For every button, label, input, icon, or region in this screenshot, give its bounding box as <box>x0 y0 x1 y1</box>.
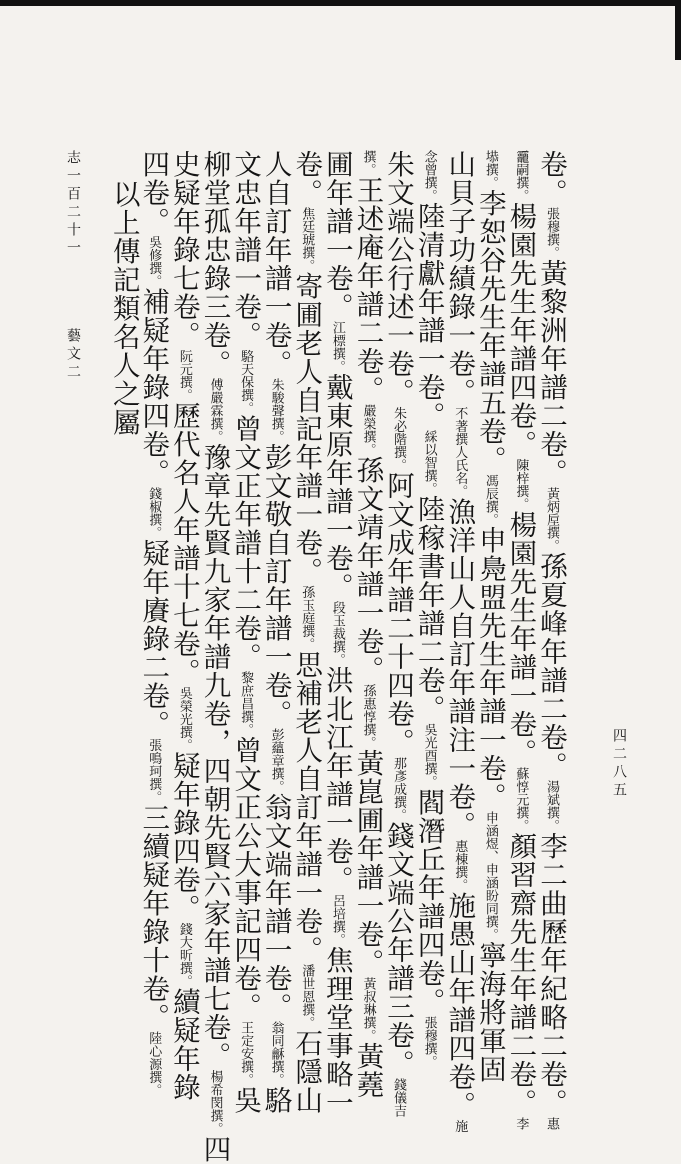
author-note: 阮元撰。 <box>176 349 192 402</box>
author-note: 申涵煜、申涵盼同撰。 <box>482 811 498 941</box>
vertical-text-body <box>96 150 567 1164</box>
entry-text: 李二曲歷年紀略二卷。 <box>535 832 567 1117</box>
entry-text: 四 <box>198 1135 231 1164</box>
author-note: 惠 <box>544 1117 559 1130</box>
entry-text: 陸清獻年譜一卷。 <box>412 202 445 430</box>
author-note: 朱駿聲撰。 <box>268 378 284 443</box>
author-note: 那彥成撰。 <box>391 756 407 822</box>
entry-text: 楊園先生年譜一卷。 <box>504 510 537 767</box>
entry-text: 朱文端公行述一卷。 <box>382 150 415 407</box>
entry-text: 孫夏峰年譜二卷。 <box>535 552 567 780</box>
author-note: 楊希閔撰。 <box>207 1070 223 1135</box>
entry-text: 四卷。 <box>137 150 170 236</box>
entry-text: 楊園先生年譜四卷。 <box>504 202 537 459</box>
author-note: 焦廷琥撰。 <box>299 207 315 272</box>
author-note: 蘇惇元撰。 <box>513 767 529 832</box>
entry-text: 阿文成年譜二十四卷。 <box>382 471 415 757</box>
section-label: 藝文二 <box>65 328 81 383</box>
author-note: 張鳴珂撰。 <box>146 738 162 804</box>
entry-text: 柳堂孤忠錄三卷。 <box>198 150 231 378</box>
author-note: 呂培撰。 <box>329 894 345 946</box>
entry-text: 文忠年譜一卷。 <box>229 150 262 350</box>
entry-text: 卷。 <box>290 150 323 207</box>
entry-text: 以上傳記類名人之屬 <box>107 180 140 437</box>
entry-text: 駱 <box>259 1086 292 1115</box>
text-column <box>167 150 200 1102</box>
author-note: 不著撰人氏名。 <box>452 406 468 498</box>
author-note: 黃叔琳撰。 <box>360 977 376 1042</box>
author-note: 錢大昕撰。 <box>176 922 192 988</box>
text-column <box>137 150 170 1097</box>
entry-text: 寄圃老人自記年譜一卷。 <box>290 272 323 586</box>
author-note: 陳梓撰。 <box>513 458 529 511</box>
entry-text: 石隱山 <box>290 1029 323 1115</box>
author-note: 錢儀吉 <box>391 1078 407 1117</box>
entry-text: 黃崑圃年譜一卷。 <box>351 749 384 977</box>
entry-text: 寧海將軍固 <box>473 941 506 1084</box>
author-note: 綵以智撰。 <box>421 430 437 495</box>
entry-text: 曾文正公大事記四卷。 <box>229 736 262 1021</box>
author-note: 駱天保撰。 <box>238 349 254 415</box>
author-note: 錢椒撰。 <box>146 487 162 539</box>
author-note: 嚴榮撰。 <box>360 404 376 456</box>
author-note: 念曾撰。 <box>421 150 437 202</box>
entry-text: 彭文敬自訂年譜一卷。 <box>259 443 292 728</box>
entry-text: 卷。 <box>535 150 567 207</box>
author-note: 孫惠惇撰。 <box>360 684 376 749</box>
scan-border-right <box>675 0 681 60</box>
text-column <box>504 150 537 1130</box>
entry-text: 王述庵年譜二卷。 <box>351 176 384 404</box>
author-note: 朱必階撰。 <box>391 406 407 472</box>
author-note: 龗嗣撰。 <box>513 150 529 202</box>
entry-text: 申鳧盟先生年譜一卷。 <box>473 526 506 811</box>
entry-text: 思補老人自訂年譜一卷。 <box>290 650 323 964</box>
author-note: 王定安撰。 <box>238 1021 254 1086</box>
entry-text: 焦理堂事略一 <box>320 946 353 1117</box>
author-note: 張穆撰。 <box>544 207 559 259</box>
text-column <box>290 150 323 1115</box>
author-note: 江標撰。 <box>329 321 345 373</box>
entry-text: 歷代名人年譜十七卷。 <box>167 401 200 687</box>
author-note: 惠棟撰。 <box>452 839 468 892</box>
author-note: 塨撰。 <box>482 150 498 189</box>
author-note: 陸心源撰。 <box>146 1031 162 1097</box>
entry-text: 黃蕘 <box>351 1042 384 1099</box>
entry-text: 吳 <box>229 1086 262 1115</box>
entry-text: 李恕谷先生年譜五卷。 <box>473 189 506 474</box>
author-note: 張穆撰。 <box>421 1016 437 1068</box>
entry-text: 疑年賡錄二卷。 <box>137 539 170 739</box>
author-note: 李 <box>513 1117 529 1130</box>
author-note: 馮辰撰。 <box>482 474 498 526</box>
text-column <box>259 150 292 1115</box>
entry-text: 孫文靖年譜一卷。 <box>351 456 384 684</box>
entry-text: 疑年錄四卷。 <box>167 751 200 923</box>
author-note: 翁同龢撰。 <box>268 1021 284 1086</box>
entry-text: 補疑年錄四卷。 <box>137 287 170 487</box>
text-column <box>382 150 415 1117</box>
entry-text: 豫章先賢九家年譜九卷，四朝先賢六家年譜七卷。 <box>198 443 231 1070</box>
author-note: 孫玉庭撰。 <box>299 585 315 651</box>
entry-text: 閻潛丘年譜四卷。 <box>412 788 445 1016</box>
author-note: 湯斌撰。 <box>544 780 559 832</box>
author-note: 黎庶昌撰。 <box>238 671 254 736</box>
author-note: 黃炳垕撰。 <box>544 487 559 552</box>
entry-text: 陸稼書年譜二卷。 <box>412 495 445 723</box>
author-note: 撰。 <box>360 150 376 176</box>
entry-text: 三續疑年錄十卷。 <box>137 803 170 1032</box>
text-column <box>535 150 567 1130</box>
entry-text: 錢文端公年譜三卷。 <box>382 821 415 1078</box>
scan-border-top <box>0 0 681 6</box>
entry-text: 圃年譜一卷。 <box>320 150 353 321</box>
text-column <box>412 150 445 1068</box>
entry-text: 戴東原年譜一卷。 <box>320 373 353 601</box>
text-column <box>443 150 476 1133</box>
author-note: 彭蘊章撰。 <box>268 728 284 793</box>
text-column <box>320 150 353 1117</box>
entry-text: 人自訂年譜一卷。 <box>259 150 292 378</box>
entry-text: 曾文正年譜十二卷。 <box>229 414 262 671</box>
entry-text: 黃黎洲年譜二卷。 <box>535 259 567 487</box>
author-note: 段玉裁撰。 <box>329 601 345 666</box>
text-column <box>108 150 138 960</box>
text-column <box>198 150 231 1164</box>
entry-text: 史疑年錄七卷。 <box>167 150 200 350</box>
author-note: 潘世恩撰。 <box>299 964 315 1029</box>
entry-text: 漁洋山人自訂年譜注一卷。 <box>443 497 476 840</box>
entry-text: 翁文端年譜一卷。 <box>259 793 292 1021</box>
text-column <box>229 150 262 1115</box>
author-note: 施 <box>452 1119 468 1133</box>
author-note: 吳榮光撰。 <box>176 686 192 752</box>
text-column <box>351 150 384 1099</box>
entry-text: 洪北江年譜一卷。 <box>320 666 353 894</box>
text-column <box>473 150 506 1084</box>
entry-text: 顏習齋先生年譜二卷。 <box>504 832 537 1117</box>
entry-text: 山貝子功績錄一卷。 <box>443 150 476 407</box>
author-note: 傅嚴霖撰。 <box>207 378 223 443</box>
volume-label: 志一百二十一 <box>65 150 81 258</box>
page-number: 四二八五 <box>611 728 627 800</box>
author-note: 吳光酉撰。 <box>421 723 437 788</box>
entry-text: 施愚山年譜四卷。 <box>443 891 476 1120</box>
author-note: 吳修撰。 <box>146 235 162 288</box>
footer-left <box>65 150 81 382</box>
entry-text: 續疑年錄 <box>167 987 200 1102</box>
